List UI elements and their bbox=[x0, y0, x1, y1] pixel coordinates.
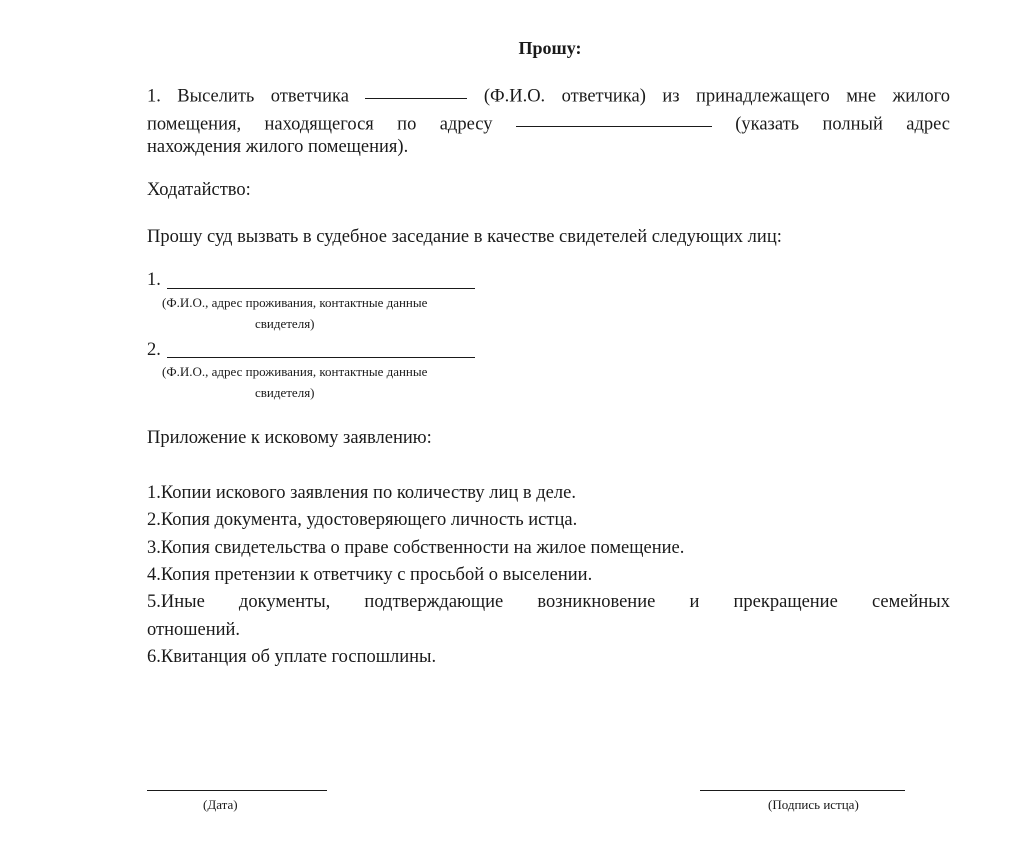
request-text: (Ф.И.О. ответчика) из принадлежащего мне жилого bbox=[483, 86, 951, 107]
attachment-item: отношений. bbox=[147, 620, 241, 640]
witness-hint: (Ф.И.О., адрес проживания, контактные данные bbox=[162, 295, 428, 310]
attachment-item: 6.Квитанция об уплате госпошлины. bbox=[147, 647, 437, 667]
request-text: помещения, находящегося по адресу bbox=[147, 114, 493, 135]
witness-line bbox=[167, 357, 475, 358]
motion-text: Прошу суд вызвать в судебное заседание в качестве свидетелей следующих лиц: bbox=[147, 227, 782, 247]
attachment-item: 3.Копия свидетельства о праве собственности на жилое помещение. bbox=[147, 538, 685, 558]
attachment-item: 5.Иные документы, подтверждающие возникновение и прекращение семейных bbox=[147, 592, 950, 612]
attachment-item: 2.Копия документа, удостоверяющего личность истца. bbox=[147, 510, 578, 530]
address-blank bbox=[516, 107, 712, 127]
defendant-name-blank bbox=[365, 79, 467, 99]
signature-line bbox=[700, 790, 905, 791]
request-line-3: нахождения жилого помещения). bbox=[147, 137, 409, 157]
request-text: 1. Выселить ответчика bbox=[147, 86, 349, 107]
witness-hint: (Ф.И.О., адрес проживания, контактные данные bbox=[162, 364, 428, 379]
page-title: Прошу: bbox=[518, 38, 582, 58]
request-line-2 bbox=[147, 110, 950, 136]
witness-number: 1. bbox=[147, 270, 161, 290]
witness-number: 2. bbox=[147, 340, 161, 360]
attachments-heading: Приложение к исковому заявлению: bbox=[147, 428, 432, 448]
date-label: (Дата) bbox=[203, 797, 238, 812]
witness-hint: свидетеля) bbox=[255, 385, 315, 400]
date-line bbox=[147, 790, 327, 791]
motion-heading: Ходатайство: bbox=[147, 180, 251, 200]
request-text: (указать полный адрес bbox=[735, 114, 950, 135]
request-line-1 bbox=[147, 82, 950, 108]
signature-label: (Подпись истца) bbox=[768, 797, 859, 812]
attachment-item: 1.Копии искового заявления по количеству лиц в деле. bbox=[147, 483, 576, 503]
witness-line bbox=[167, 288, 475, 289]
witness-hint: свидетеля) bbox=[255, 316, 315, 331]
attachment-item: 4.Копия претензии к ответчику с просьбой о выселении. bbox=[147, 565, 593, 585]
